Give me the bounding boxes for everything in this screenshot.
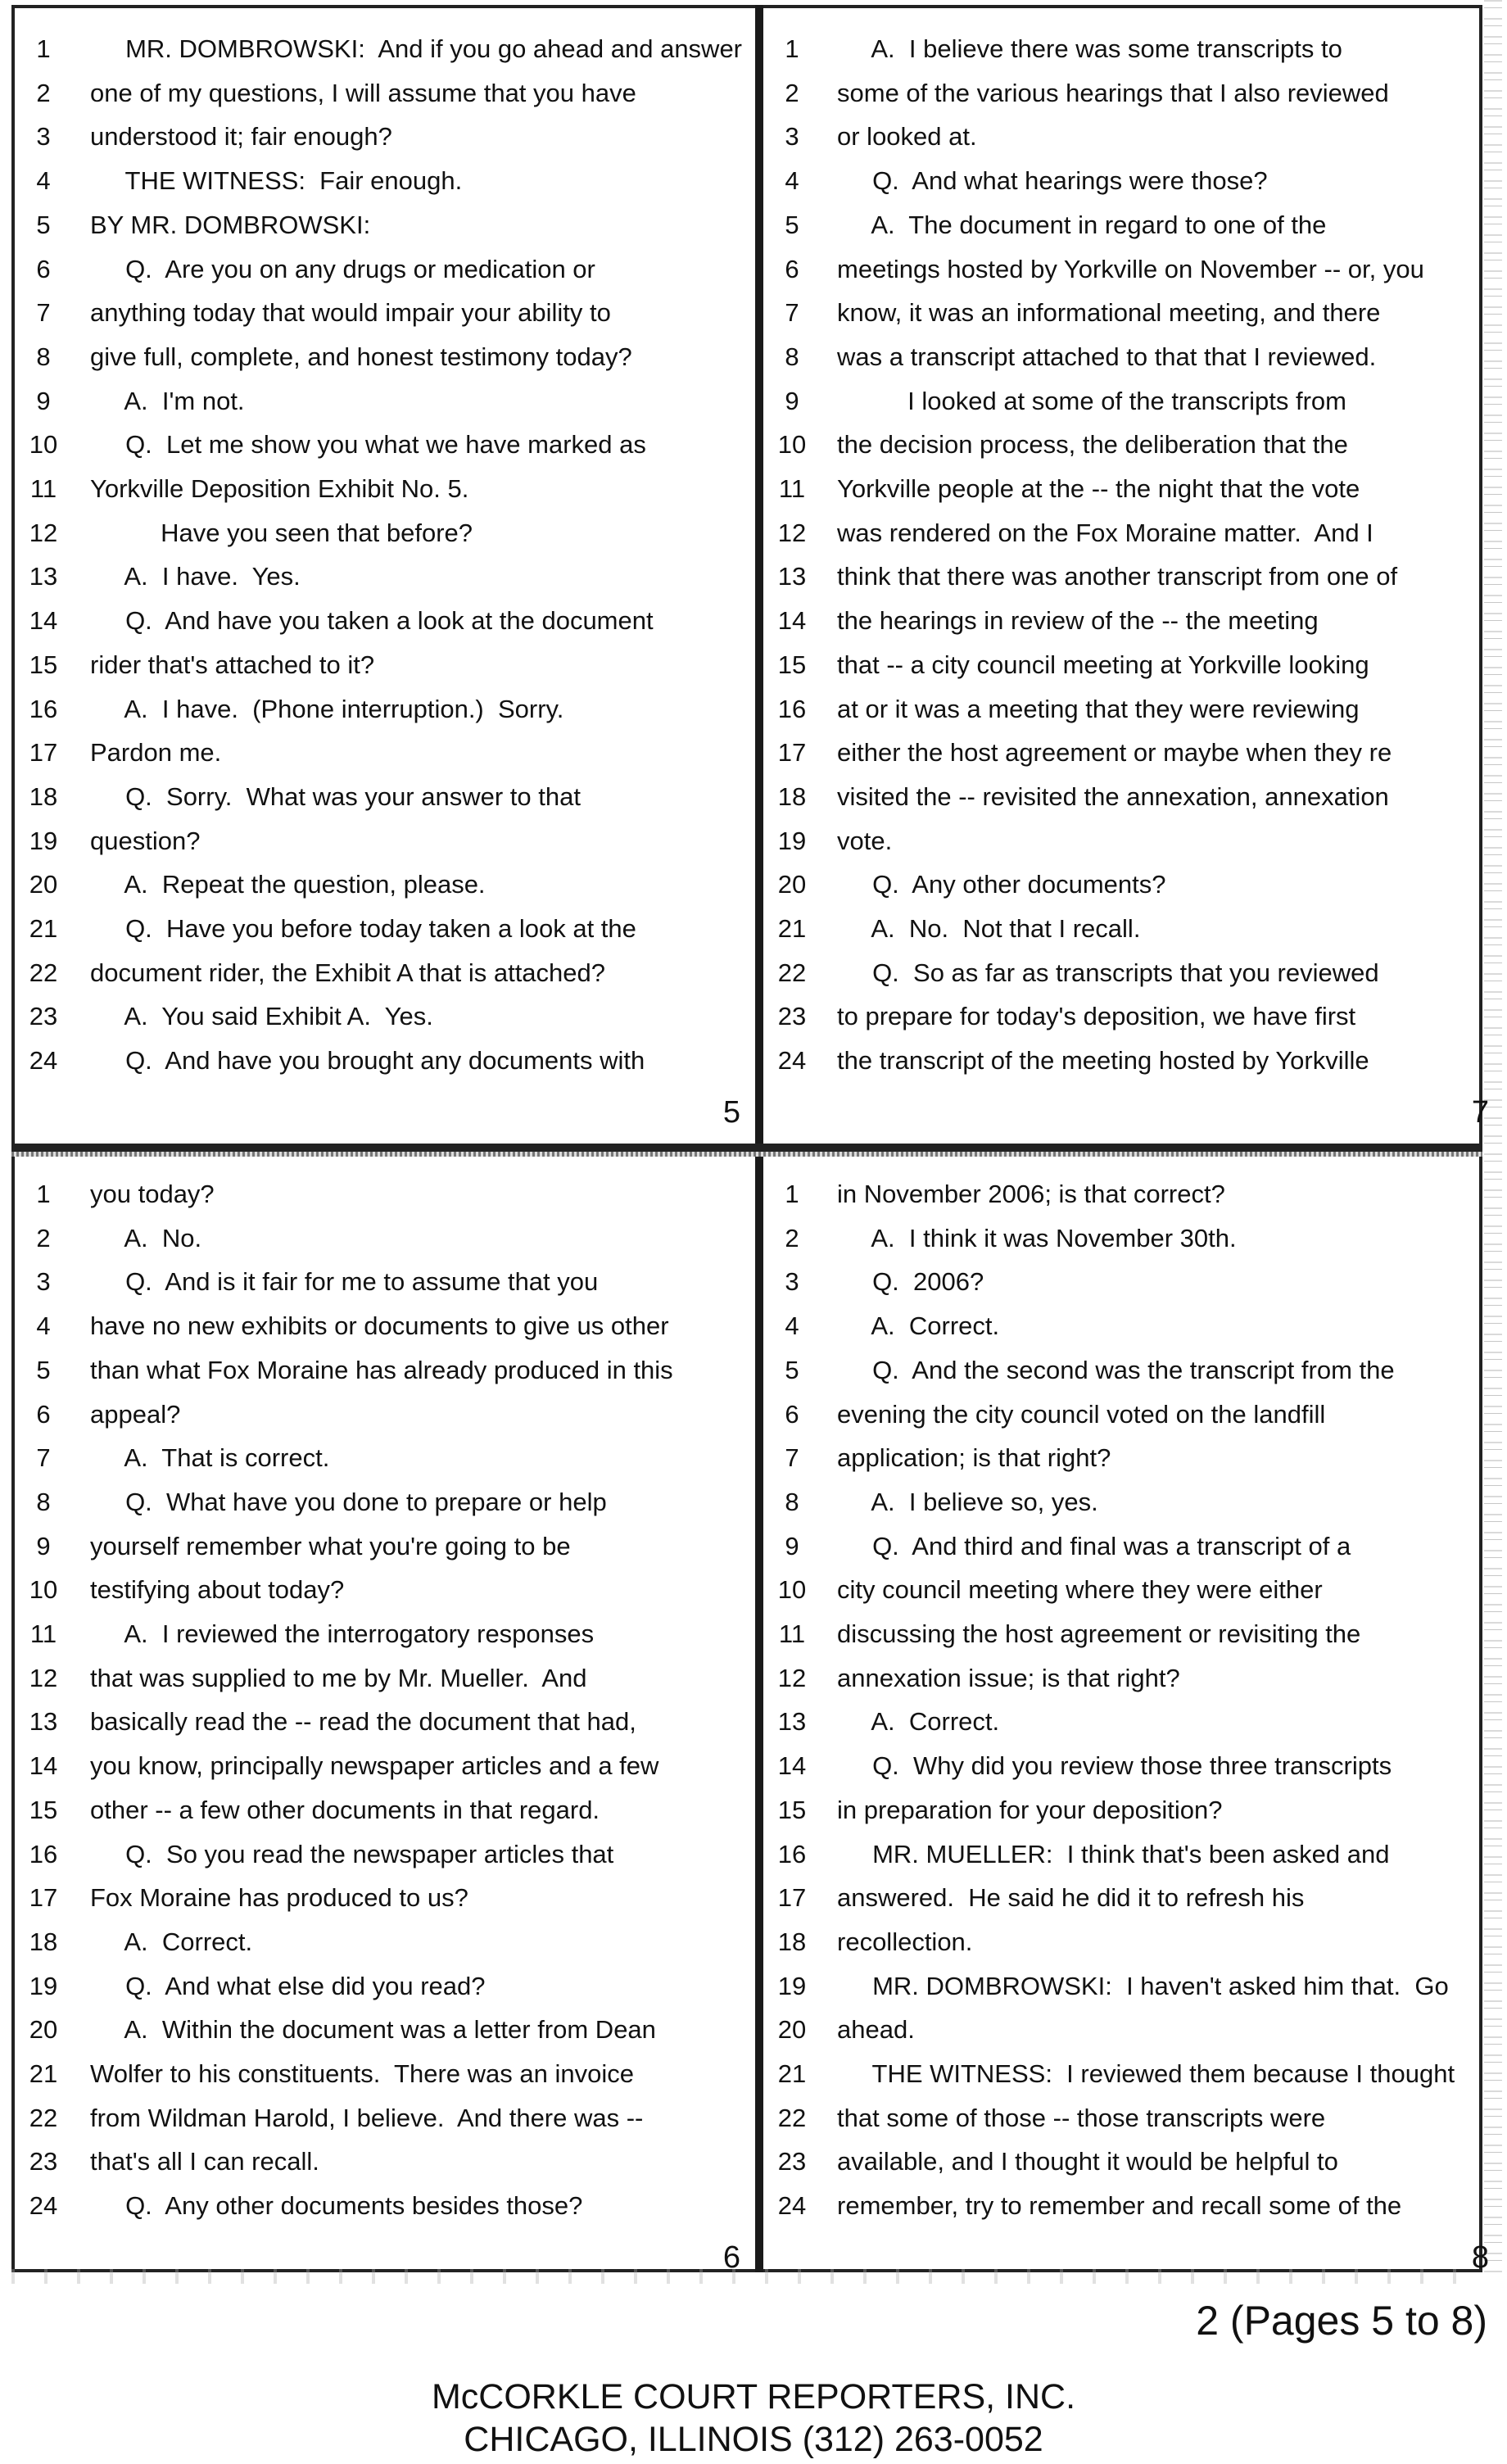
line-number: 2	[785, 78, 799, 107]
line-number: 8	[785, 1487, 799, 1516]
line-number: 3	[36, 1267, 51, 1297]
transcript-line: A. You said Exhibit A. Yes.	[90, 1002, 433, 1031]
transcript-line: Q. 2006?	[837, 1267, 984, 1297]
page-number: 7	[1471, 1095, 1489, 1130]
transcript-line: MR. MUELLER: I think that's been asked and	[837, 1839, 1390, 1868]
line-number: 21	[29, 914, 58, 943]
line-number: 20	[29, 870, 58, 899]
line-number: 6	[785, 254, 799, 283]
line-number: 13	[777, 1707, 807, 1737]
line-number: 17	[777, 738, 807, 768]
transcript-line: city council meeting where they were either	[837, 1575, 1323, 1605]
line-number: 8	[785, 342, 799, 371]
transcript-line: the transcript of the meeting hosted by Yorkville	[837, 1046, 1369, 1076]
line-number: 16	[29, 694, 58, 723]
transcript-line: A. I think it was November 30th.	[837, 1223, 1237, 1252]
line-number: 19	[29, 826, 58, 855]
transcript-line: that's all I can recall.	[90, 2147, 319, 2176]
line-number: 22	[777, 2103, 807, 2132]
line-number: 20	[777, 870, 807, 899]
transcript-line: Q. And have you taken a look at the document	[90, 606, 654, 636]
transcript-line: remember, try to remember and recall some of the	[837, 2191, 1402, 2221]
line-number: 19	[29, 1971, 58, 2000]
transcript-line: some of the various hearings that I also reviewed	[837, 78, 1389, 107]
transcript-line: than what Fox Moraine has already produced in this	[90, 1355, 673, 1384]
transcript-line: one of my questions, I will assume that you have	[90, 78, 636, 107]
line-number: 15	[777, 650, 807, 679]
line-number: 14	[777, 1751, 807, 1781]
transcript-line: at or it was a meeting that they were reviewing	[837, 694, 1360, 723]
transcript-line: Yorkville Deposition Exhibit No. 5.	[90, 474, 469, 503]
line-number: 1	[785, 34, 799, 63]
transcript-line: A. Correct.	[837, 1311, 1000, 1341]
transcript-line: that some of those -- those transcripts were	[837, 2103, 1326, 2132]
transcript-line: question?	[90, 826, 201, 855]
line-number: 15	[29, 650, 58, 679]
transcript-line: Wolfer to his constituents. There was an invoice	[90, 2059, 634, 2088]
transcript-line: Q. And the second was the transcript from the	[837, 1355, 1395, 1384]
transcript-page-6	[15, 1153, 752, 2284]
transcript-line: rider that's attached to it?	[90, 650, 375, 679]
transcript-line: other -- a few other documents in that regard.	[90, 1795, 600, 1824]
line-number: 4	[36, 1311, 51, 1341]
transcript-line: MR. DOMBROWSKI: And if you go ahead and answer	[90, 34, 743, 63]
transcript-line: Yorkville people at the -- the night that the vote	[837, 474, 1360, 503]
transcript-line: know, it was an informational meeting, and there	[837, 298, 1381, 328]
page-number: 8	[1471, 2240, 1489, 2275]
line-number: 13	[29, 1707, 58, 1737]
transcript-line: was a transcript attached to that that I reviewed.	[837, 342, 1377, 371]
horizontal-divider	[11, 1144, 1482, 1152]
line-number: 6	[785, 1399, 799, 1429]
transcript-line: I looked at some of the transcripts from	[837, 386, 1346, 415]
line-number: 4	[785, 1311, 799, 1341]
line-number: 9	[785, 1531, 799, 1560]
line-number: 7	[785, 298, 799, 328]
page-number: 6	[722, 2240, 740, 2275]
transcript-line: you know, principally newspaper articles and a few	[90, 1751, 659, 1781]
line-number: 19	[777, 826, 807, 855]
line-number: 4	[785, 166, 799, 196]
line-number: 22	[29, 958, 58, 987]
transcript-line: anything today that would impair your ability to	[90, 298, 611, 328]
transcript-line: visited the -- revisited the annexation, annexation	[837, 781, 1389, 811]
transcript-line: Fox Moraine has produced to us?	[90, 1883, 468, 1913]
line-number: 5	[36, 210, 51, 239]
line-number: 10	[777, 1575, 807, 1605]
transcript-line: to prepare for today's deposition, we have first	[837, 1002, 1356, 1031]
line-number: 23	[29, 1002, 58, 1031]
line-number: 10	[29, 430, 58, 460]
transcript-line: A. Repeat the question, please.	[90, 870, 486, 899]
transcript-line: think that there was another transcript from one of	[837, 562, 1398, 591]
line-number: 14	[29, 1751, 58, 1781]
line-number: 24	[777, 1046, 807, 1076]
line-number: 15	[29, 1795, 58, 1824]
transcript-line: A. I have. Yes.	[90, 562, 301, 591]
transcript-line: A. I believe there was some transcripts to	[837, 34, 1342, 63]
line-number: 18	[29, 1927, 58, 1956]
line-number: 12	[777, 518, 807, 547]
transcript-line: A. I have. (Phone interruption.) Sorry.	[90, 694, 564, 723]
line-number: 23	[29, 2147, 58, 2176]
transcript-line: Q. And have you brought any documents with	[90, 1046, 645, 1076]
line-number: 16	[777, 694, 807, 723]
line-number: 3	[36, 122, 51, 152]
transcript-line: vote.	[837, 826, 893, 855]
transcript-line: A. No. Not that I recall.	[837, 914, 1141, 943]
line-number: 5	[36, 1355, 51, 1384]
line-number: 17	[777, 1883, 807, 1913]
transcript-line: was rendered on the Fox Moraine matter. And I	[837, 518, 1373, 547]
line-number: 18	[777, 1927, 807, 1956]
line-number: 10	[29, 1575, 58, 1605]
transcript-line: appeal?	[90, 1399, 181, 1429]
transcript-line: THE WITNESS: Fair enough.	[90, 166, 463, 196]
line-number: 2	[36, 78, 51, 107]
transcript-line: Q. Have you before today taken a look at the	[90, 914, 636, 943]
transcript-line: Q. And what hearings were those?	[837, 166, 1268, 196]
line-number: 24	[777, 2191, 807, 2221]
transcript-line: MR. DOMBROWSKI: I haven't asked him that. Go	[837, 1971, 1449, 2000]
line-number: 20	[777, 2015, 807, 2045]
transcript-line: document rider, the Exhibit A that is attached?	[90, 958, 606, 987]
line-number: 12	[777, 1663, 807, 1692]
transcript-line: Q. Are you on any drugs or medication or	[90, 254, 595, 283]
line-number: 5	[785, 1355, 799, 1384]
line-number: 24	[29, 2191, 58, 2221]
line-number: 10	[777, 430, 807, 460]
line-number: 15	[777, 1795, 807, 1824]
line-number: 17	[29, 738, 58, 768]
transcript-line: yourself remember what you're going to be	[90, 1531, 571, 1560]
transcript-line: answered. He said he did it to refresh his	[837, 1883, 1305, 1913]
line-number: 21	[777, 2059, 807, 2088]
firm-address: CHICAGO, ILLINOIS (312) 263-0052	[464, 2420, 1043, 2459]
transcript-line: in November 2006; is that correct?	[837, 1180, 1225, 1208]
line-number: 6	[36, 254, 51, 283]
line-number: 11	[778, 1619, 806, 1648]
transcript-line: that -- a city council meeting at Yorkville looking	[837, 650, 1369, 679]
transcript-line: A. The document in regard to one of the	[837, 210, 1327, 239]
page-range-label: 2 (Pages 5 to 8)	[1196, 2298, 1487, 2344]
transcript-line: Have you seen that before?	[90, 518, 473, 547]
transcript-line: basically read the -- read the document that had,	[90, 1707, 636, 1737]
transcript-line: discussing the host agreement or revisiting the	[837, 1619, 1361, 1648]
transcript-line: in preparation for your deposition?	[837, 1795, 1223, 1824]
line-number: 5	[785, 210, 799, 239]
line-number: 23	[777, 2147, 807, 2176]
transcript-page-5	[15, 8, 752, 1139]
transcript-line: Q. And is it fair for me to assume that you	[90, 1267, 599, 1297]
transcript-line: Q. What have you done to prepare or help	[90, 1487, 607, 1516]
line-number: 21	[29, 2059, 58, 2088]
transcript-line: the decision process, the deliberation that the	[837, 430, 1348, 460]
transcript-line: Q. So you read the newspaper articles that	[90, 1839, 614, 1868]
line-number: 11	[778, 474, 806, 503]
transcript-line: from Wildman Harold, I believe. And there was --	[90, 2103, 644, 2132]
transcript-line: evening the city council voted on the landfill	[837, 1399, 1326, 1429]
line-number: 9	[36, 1531, 51, 1560]
line-number: 7	[36, 298, 51, 328]
transcript-line: Q. So as far as transcripts that you reviewed	[837, 958, 1379, 987]
transcript-line: Q. And third and final was a transcript of a	[837, 1531, 1351, 1560]
transcript-line: Q. Any other documents?	[837, 870, 1166, 899]
line-number: 3	[785, 1267, 799, 1297]
transcript-line: application; is that right?	[837, 1443, 1111, 1473]
line-number: 1	[785, 1180, 799, 1208]
vertical-divider	[755, 5, 763, 2272]
transcript-line: meetings hosted by Yorkville on November -- or, you	[837, 254, 1424, 283]
line-number: 2	[785, 1223, 799, 1252]
firm-name: McCORKLE COURT REPORTERS, INC.	[431, 2377, 1076, 2416]
line-number: 7	[785, 1443, 799, 1473]
line-number: 6	[36, 1399, 51, 1429]
transcript-line: A. Correct.	[90, 1927, 253, 1956]
transcript-line: A. I reviewed the interrogatory responses	[90, 1619, 595, 1648]
line-number: 11	[29, 474, 57, 503]
transcript-line: available, and I thought it would be helpful to	[837, 2147, 1338, 2176]
line-number: 18	[777, 781, 807, 811]
transcript-line: A. That is correct.	[90, 1443, 330, 1473]
transcript-line: Q. Sorry. What was your answer to that	[90, 781, 581, 811]
transcript-line: either the host agreement or maybe when they re	[837, 738, 1392, 768]
transcript-line: testifying about today?	[90, 1575, 345, 1605]
transcript-line: Pardon me.	[90, 738, 222, 768]
transcript-line: that was supplied to me by Mr. Mueller. And	[90, 1663, 587, 1692]
line-number: 22	[29, 2103, 58, 2132]
line-number: 21	[777, 914, 807, 943]
transcript-line: ahead.	[837, 2015, 915, 2045]
line-number: 23	[777, 1002, 807, 1031]
transcript-line: A. Within the document was a letter from Dean	[90, 2015, 656, 2045]
line-number: 9	[785, 386, 799, 415]
transcript-line: Q. Let me show you what we have marked as	[90, 430, 646, 460]
line-number: 12	[29, 518, 58, 547]
transcript-line: or looked at.	[837, 122, 977, 152]
line-number: 17	[29, 1883, 58, 1913]
line-number: 1	[36, 1180, 51, 1208]
transcript-line: A. I'm not.	[90, 386, 245, 415]
line-number: 22	[777, 958, 807, 987]
line-number: 4	[36, 166, 51, 196]
line-number: 18	[29, 781, 58, 811]
line-number: 8	[36, 1487, 51, 1516]
transcript-line: Q. Why did you review those three transcripts	[837, 1751, 1392, 1781]
line-number: 19	[777, 1971, 807, 2000]
transcript-line: THE WITNESS: I reviewed them because I thought	[837, 2059, 1455, 2088]
transcript-line: A. Correct.	[837, 1707, 1000, 1737]
line-number: 9	[36, 386, 51, 415]
line-number: 7	[36, 1443, 51, 1473]
transcript-line: Q. Any other documents besides those?	[90, 2191, 583, 2221]
line-number: 13	[777, 562, 807, 591]
transcript-line: give full, complete, and honest testimony today?	[90, 342, 632, 371]
transcript-line: Q. And what else did you read?	[90, 1971, 486, 2000]
transcript-line: understood it; fair enough?	[90, 122, 392, 152]
transcript-line: A. No.	[90, 1223, 202, 1252]
transcript-line: the hearings in review of the -- the meeting	[837, 606, 1319, 636]
transcript-line: have no new exhibits or documents to give us other	[90, 1311, 669, 1341]
page-number: 5	[722, 1095, 740, 1130]
transcript-line: annexation issue; is that right?	[837, 1663, 1180, 1692]
line-number: 14	[777, 606, 807, 636]
line-number: 2	[36, 1223, 51, 1252]
line-number: 1	[36, 34, 51, 63]
line-number: 24	[29, 1046, 58, 1076]
line-number: 8	[36, 342, 51, 371]
line-number: 14	[29, 606, 58, 636]
transcript-line: recollection.	[837, 1927, 973, 1956]
line-number: 13	[29, 562, 58, 591]
line-number: 16	[777, 1839, 807, 1868]
line-number: 3	[785, 122, 799, 152]
line-number: 12	[29, 1663, 58, 1692]
line-number: 16	[29, 1839, 58, 1868]
line-number: 20	[29, 2015, 58, 2045]
transcript-line: you today?	[90, 1180, 215, 1208]
line-number: 11	[29, 1619, 57, 1648]
transcript-page-8	[763, 1153, 1500, 2284]
transcript-line: A. I believe so, yes.	[837, 1487, 1098, 1516]
transcript-page-7	[763, 8, 1500, 1139]
transcript-line: BY MR. DOMBROWSKI:	[90, 210, 371, 239]
court-reporter-footer	[0, 2376, 1507, 2461]
